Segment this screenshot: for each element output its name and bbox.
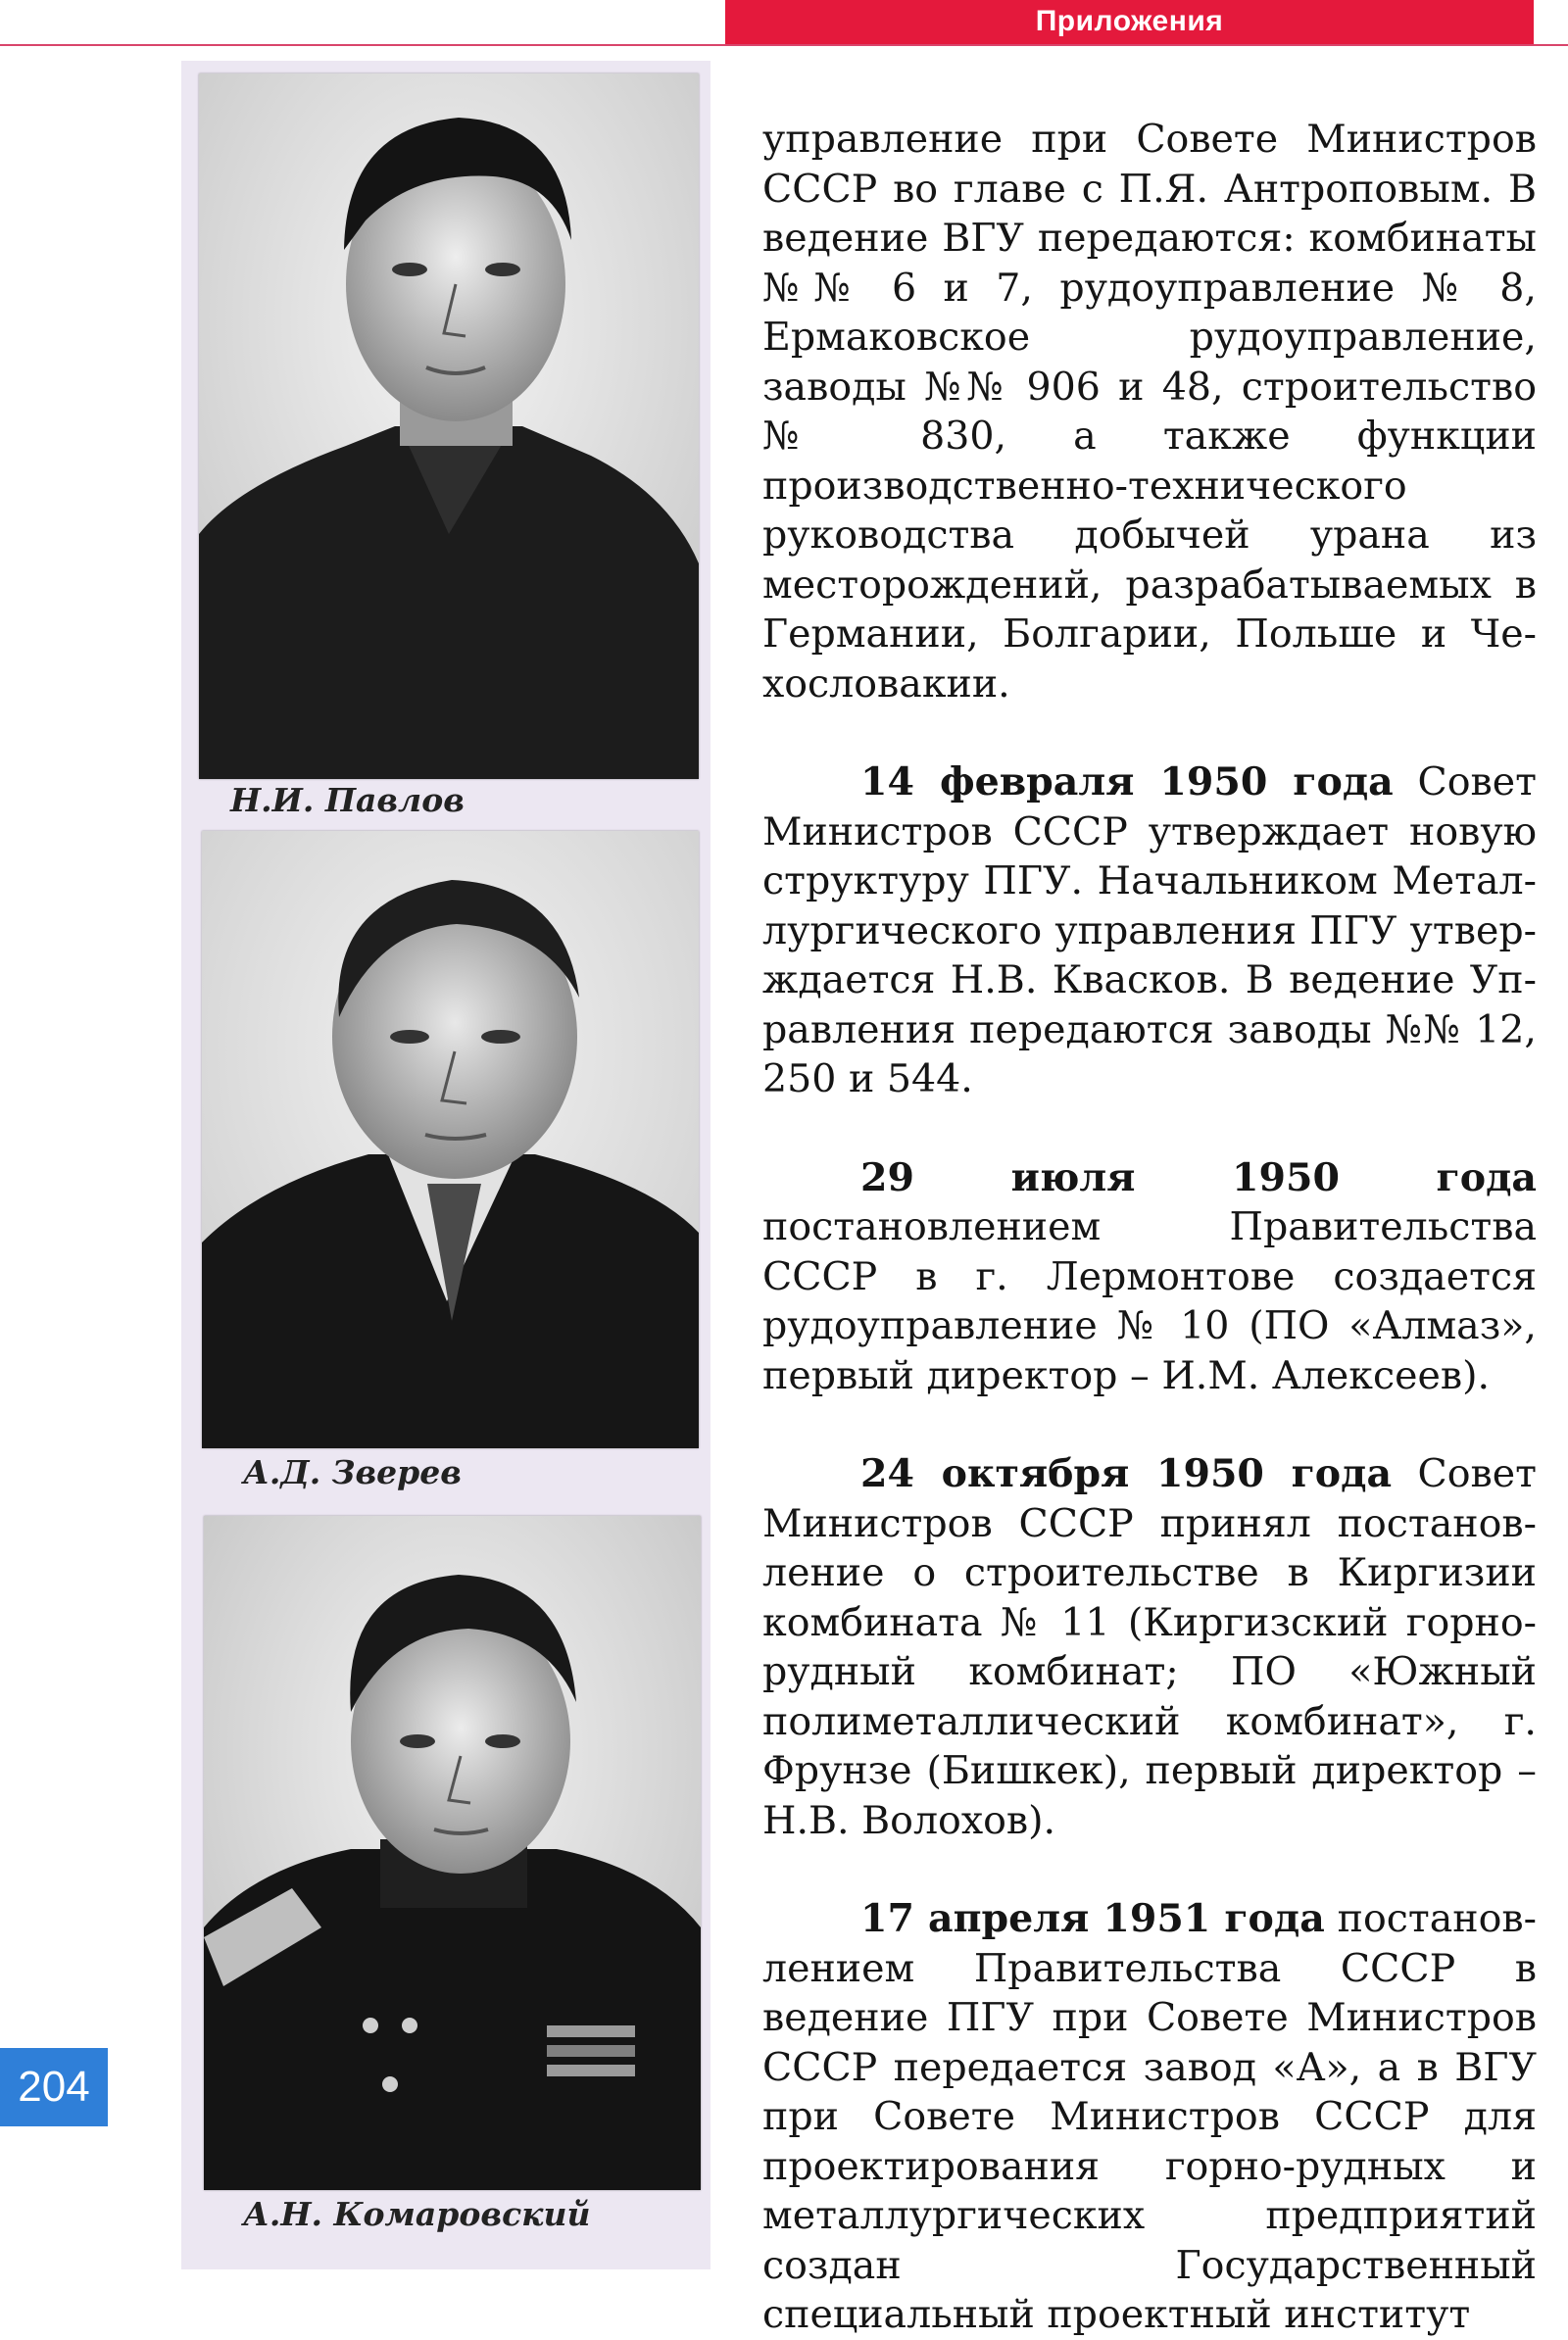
intro-paragraph: управление при Совете Министров СССР во главе с П.Я. Антроповым. В ведение ВГУ передаются: комбинаты №№ 6 и 7, рудоуправление № 8, Ермаковское рудоуправление, заводы №№ 906 и 48, строительство № 830, а также функции производственно-технического руководства добычей урана из месторождений, разрабатываемых в Германии, Болгарии, Польше и Чехословакии.	[762, 117, 1537, 707]
portrait-pavlov-image	[199, 73, 699, 779]
chronology-entry	[762, 1894, 1537, 2340]
caption-zverev: А.Д. Зверев	[243, 1453, 462, 1491]
entry-text: постановлением Правительства СССР в г. Лермонтове создается рудоуправление № 10 (ПО «Алмаз», первый директор – И.М. Алексеев).	[762, 1204, 1537, 1398]
chronology-entry	[762, 1449, 1537, 1845]
entry-text: постановлением Правительства СССР в ведение ПГУ при Совете Министров СССР передается завод «А», а в ВГУ при Совете Министров СССР для проектирования горно-рудных и металлургических предприятий создан Государственный специальный проектный институт	[762, 1896, 1537, 2337]
entry-date: 17 апреля 1951 года	[860, 1896, 1325, 1941]
portrait-komarovsky-image	[204, 1516, 701, 2190]
entry-date: 29 июля 1950 года	[860, 1154, 1537, 1200]
section-title-tab: Приложения	[725, 0, 1534, 44]
header-rule	[0, 44, 1568, 46]
page-number-badge: 204	[0, 2048, 108, 2126]
chronology-entry	[762, 1153, 1537, 1401]
chronology-entry	[762, 757, 1537, 1104]
caption-komarovsky: А.Н. Комаровский	[243, 2195, 591, 2233]
portrait-photo-pavlov	[199, 73, 699, 779]
portrait-zverev-image	[202, 831, 699, 1448]
portrait-photo-zverev	[202, 831, 699, 1448]
portrait-photo-komarovsky	[204, 1516, 701, 2190]
entry-text: Совет Министров СССР утверждает новую структуру ПГУ. Начальником Металлургического управления ПГУ утверждается Н.В. Квасков. В ведение Управления передаются заводы №№ 12, 250 и 544.	[762, 759, 1537, 1101]
entry-date: 14 февраля 1950 года	[860, 759, 1394, 804]
entry-text: Совет Министров СССР принял постановление о строительстве в Киргизии комбината № 11 (Киргизский горнорудный комбинат; ПО «Южный полиметаллический комбинат», г. Фрунзе (Бишкек), первый директор – Н.В. Волохов).	[762, 1451, 1538, 1843]
entry-date: 24 октября 1950 года	[860, 1451, 1393, 1496]
main-text-column	[762, 115, 1537, 2340]
caption-pavlov: Н.И. Павлов	[230, 781, 465, 819]
